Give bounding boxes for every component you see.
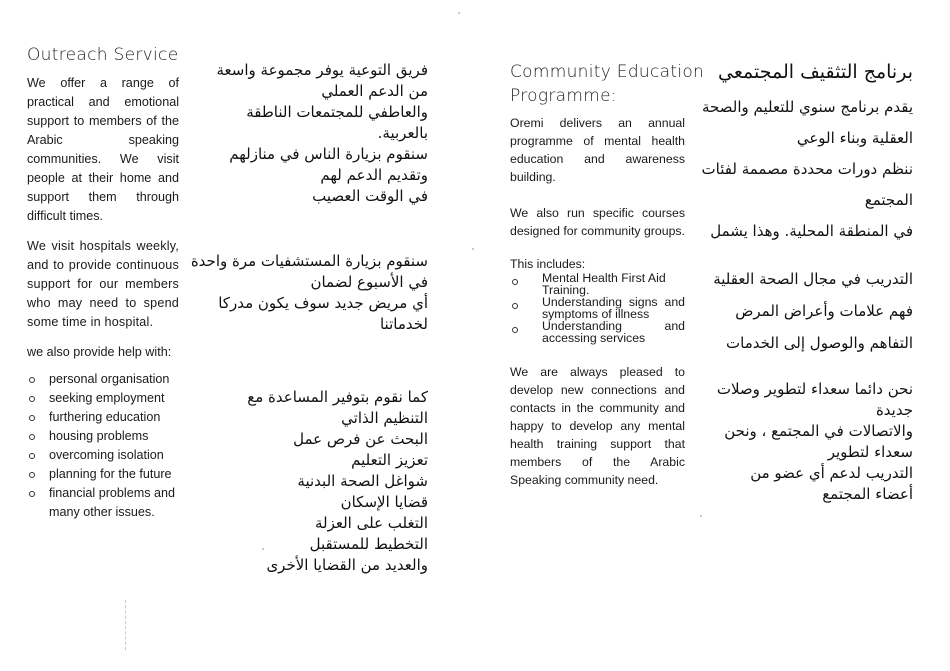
community-includes-list [510, 272, 685, 344]
list-item: Understanding and accessing services [510, 320, 685, 344]
list-item: overcoming isolation [27, 446, 179, 465]
outreach-arabic-block-1 [188, 60, 428, 207]
arabic-line: في الأسبوع لضمان [310, 273, 428, 291]
outreach-title: Outreach Service [27, 45, 179, 65]
arabic-line: والاتصالات في المجتمع ، ونحن [724, 422, 913, 440]
community-arabic-title: برنامج التثقيف المجتمعي [718, 61, 913, 83]
arabic-line: كما نقوم بتوفير المساعدة مع [247, 388, 428, 406]
list-item: seeking employment [27, 389, 179, 408]
arabic-line: أي مريض جديد سوف يكون مدركا [218, 294, 428, 312]
arabic-line: وتقديم الدعم لهم [320, 166, 428, 184]
arabic-line: فريق التوعية يوفر مجموعة واسعة [216, 61, 428, 79]
arabic-line: سعداء لتطوير [827, 443, 913, 461]
scan-speck [700, 515, 702, 517]
community-title [510, 60, 705, 108]
community-paragraph-4: We are always pleased to develop new connections and contacts in the community and happy to develop any mental health training support that members of the Arabic Speaking community need. [510, 365, 685, 487]
arabic-line: ننظم دورات محددة مصممة لفئات [701, 160, 913, 178]
outreach-help-list [27, 370, 179, 522]
arabic-line: التنظيم الذاتي [341, 409, 428, 427]
arabic-line: البحث عن فرص عمل [293, 430, 428, 448]
outreach-paragraph-1: We offer a range of practical and emotional support to members of the Arabic speaking communities. We visit people at their home and support them through difficult times. [27, 76, 179, 223]
community-english-column [510, 60, 705, 489]
community-title-line-2: Programme: [510, 86, 617, 106]
arabic-line: قضايا الإسكان [340, 493, 428, 511]
community-arabic-block-3 [688, 379, 913, 505]
outreach-paragraph-3: we also provide help with: [27, 345, 172, 359]
arabic-line: والعاطفي للمجتمعات الناطقة [246, 103, 428, 121]
community-paragraph-2: We also run specific courses designed for community groups. [510, 206, 685, 238]
list-item: furthering education [27, 408, 179, 427]
arabic-line: التفاهم والوصول إلى الخدمات [726, 334, 913, 352]
fold-mark [125, 600, 127, 650]
community-title-line-1: Community Education [510, 62, 705, 82]
community-arabic-block-2 [688, 263, 913, 359]
outreach-arabic-block-2 [188, 251, 428, 335]
outreach-arabic-column [188, 60, 428, 576]
arabic-line: التدريب في مجال الصحة العقلية [713, 270, 913, 288]
community-arabic-column [688, 58, 913, 505]
community-paragraph-1: Oremi delivers an annual programme of mental health education and awareness building. [510, 116, 685, 184]
arabic-line: في الوقت العصيب [312, 187, 428, 205]
community-arabic-block-1 [688, 92, 913, 247]
arabic-line: العقلية وبناء الوعي [796, 129, 913, 147]
arabic-line: التخطيط للمستقبل [309, 535, 428, 553]
arabic-line: التدريب لدعم أي عضو من [750, 464, 913, 482]
outreach-paragraph-2: We visit hospitals weekly, and to provide continuous support for our members who may need to spend some time in hospital. [27, 239, 179, 329]
arabic-line: فهم علامات وأعراض المرض [735, 302, 913, 320]
arabic-line: شواغل الصحة البدنية [297, 472, 428, 490]
arabic-line: لخدماتنا [379, 315, 428, 333]
arabic-line: المجتمع [864, 191, 913, 209]
scan-speck [458, 12, 460, 14]
arabic-line: نحن دائما سعداء لتطوير وصلات [716, 380, 913, 398]
list-item: Mental Health First Aid Training. [510, 272, 685, 296]
arabic-line: أعضاء المجتمع [822, 485, 913, 503]
arabic-line: سنقوم بزيارة المستشفيات مرة واحدة [190, 252, 428, 270]
arabic-line: من الدعم العملي [321, 82, 428, 100]
arabic-line: والعديد من القضايا الأخرى [266, 556, 428, 574]
community-paragraph-3: This includes: [510, 257, 586, 271]
arabic-line: تعزيز التعليم [351, 451, 428, 469]
arabic-line: سنقوم بزيارة الناس في منازلهم [229, 145, 428, 163]
list-item: personal organisation [27, 370, 179, 389]
arabic-line: بالعربية. [377, 124, 428, 142]
list-item: Understanding signs and symptoms of illness [510, 296, 685, 320]
arabic-line: في المنطقة المحلية. وهذا يشمل [710, 222, 913, 240]
list-item: housing problems [27, 427, 179, 446]
arabic-line: يقدم برنامج سنوي للتعليم والصحة [702, 98, 913, 116]
list-item: planning for the future [27, 465, 179, 484]
scan-speck [472, 248, 474, 250]
outreach-english-column [27, 46, 179, 522]
arabic-line: جديدة [875, 401, 913, 419]
arabic-line: التغلب على العزلة [314, 514, 428, 532]
outreach-arabic-block-3 [188, 387, 428, 576]
list-item: financial problems and many other issues. [27, 484, 179, 522]
